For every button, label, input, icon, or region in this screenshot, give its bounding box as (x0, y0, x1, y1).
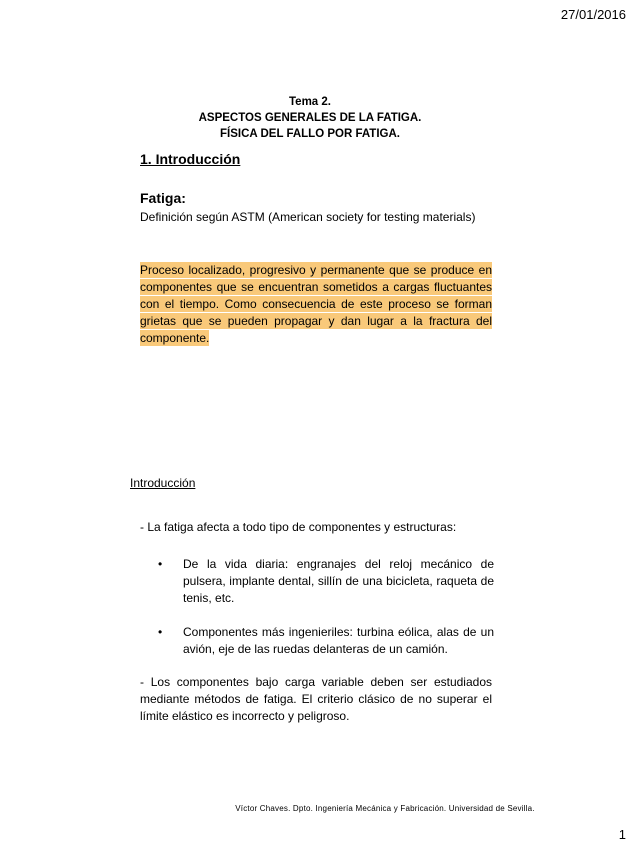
list-item (158, 624, 494, 658)
conclusion-paragraph: - Los componentes bajo carga variable deben ser estudiados mediante métodos de fatiga. El criterio clásico de no superar el límite elástico es incorrecto y peligroso. (140, 675, 492, 723)
list-item (158, 556, 494, 607)
section-heading: 1. Introducción (140, 151, 241, 167)
highlighted-definition-text: Proceso localizado, progresivo y permanente que se produce en componentes que se encuentran sometidos a cargas fluctuantes con el tiempo. Como consecuencia de este proceso se forman grietas que se pueden propagar y dan lugar a la fractura del componente. (140, 263, 492, 345)
intro-paragraph: - La fatiga afecta a todo tipo de componentes y estructuras: (140, 520, 457, 534)
bullet-icon: • (158, 557, 163, 571)
header-date: 27/01/2016 (560, 7, 626, 22)
highlighted-definition (140, 262, 492, 347)
bullet-list-2 (158, 624, 494, 658)
slide-heading: Introducción (130, 476, 196, 490)
footer-credit: Víctor Chaves. Dpto. Ingeniería Mecánica y Fabricación. Universidad de Sevilla. (235, 804, 535, 813)
page-number: 1 (618, 827, 626, 842)
bullet-list-1 (158, 556, 494, 607)
bullet-icon: • (158, 625, 163, 639)
list-item-text: Componentes más ingenieriles: turbina eólica, alas de un avión, eje de las ruedas delanteras de un camión. (183, 625, 494, 656)
document-title-line-3: FÍSICA DEL FALLO POR FATIGA. (220, 128, 400, 140)
document-title-line-1: Tema 2. (289, 96, 331, 108)
astm-definition-text: Definición según ASTM (American society for testing materials) (140, 210, 476, 224)
document-title-line-2: ASPECTOS GENERALES DE LA FATIGA. (198, 112, 422, 124)
fatiga-subheading: Fatiga: (140, 190, 186, 206)
list-item-text: De la vida diaria: engranajes del reloj mecánico de pulsera, implante dental, sillín de una bicicleta, raqueta de tenis, etc. (183, 557, 494, 605)
